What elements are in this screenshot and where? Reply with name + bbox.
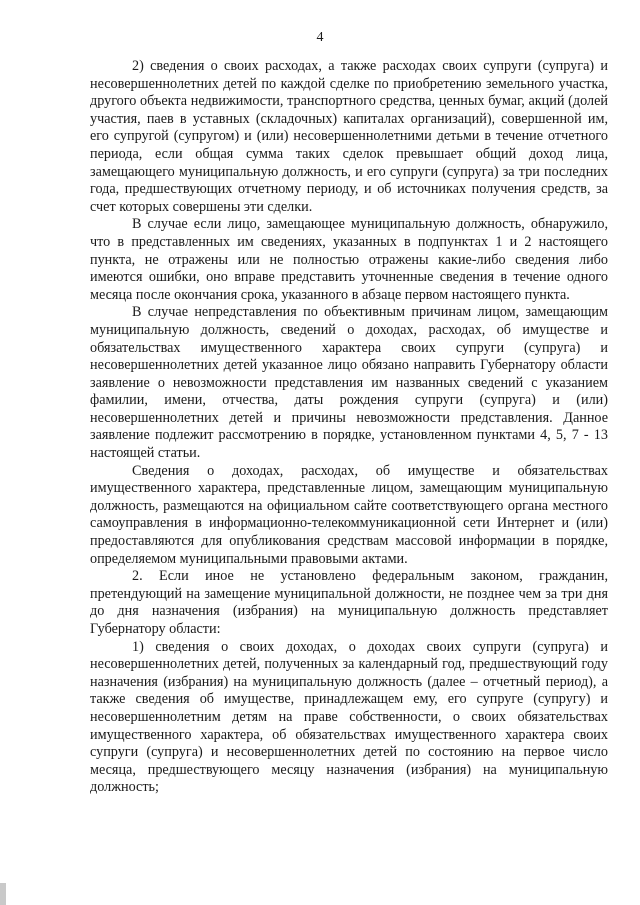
scan-edge-mark [0, 883, 6, 905]
paragraph-publication: Сведения о доходах, расходах, об имуществе и обязательствах имущественного характера, представленные лицом, замещающим муниципальную должность, размещаются на официальном сайте соответствующего органа местного самоуправления в информационно-телекоммуникационной сети Интернет и (или) предоставляются для опубликования средствам массовой информации в порядке, определяемом муниципальными правовыми актами. [90, 462, 608, 567]
paragraph-point-2: 2. Если иное не установлено федеральным законом, гражданин, претендующий на замещение муниципальной должности, не позднее чем за три дня до дня назначения (избрания) на муниципальную должность представляет Губернатору области: [90, 568, 608, 637]
page-number: 4 [316, 30, 324, 45]
paragraph-expenses-info: 2) сведения о своих расходах, а также расходах своих супруги (супруга) и несовершеннолетних детей по каждой сделке по приобретению земельного участка, другого объекта недвижимости, транспортного средства, ценных бумаг, акций (долей участия, паев в уставных (складочных) капиталах организаций), совершенной им, его супругой (супругом) и (или) несовершеннолетними детьми в течение отчетного периода, если общая сумма таких сделок превышает общий доход лица, замещающего муниципальную должность, и его супруги (супруга) за три последних года, предшествующих отчетному периоду, и об источниках получения средств, за счет которых совершены эти сделки. [90, 58, 608, 215]
paragraph-non-submission: В случае непредставления по объективным причинам лицом, замещающим муниципальную должность, сведений о доходах, расходах, об имуществе и обязательствах имущественного характера своих супруги (супруга) и несовершеннолетних детей указанное лицо обязано направить Губернатору области заявление о невозможности представления им названных сведений с указанием фамилии, имени, отчества, даты рождения супруги (супруга) и (или) несовершеннолетних детей и причины невозможности представления. Данное заявление подлежит рассмотрению в порядке, установленном пунктами 4, 5, 7 - 13 настоящей статьи. [90, 304, 608, 462]
document-body [90, 58, 608, 797]
paragraph-subpoint-1: 1) сведения о своих доходах, о доходах своих супруги (супруга) и несовершеннолетних детей, полученных за календарный год, предшествующий году назначения (избрания) на муниципальную должность (далее – отчетный период), а также сведения об имуществе, принадлежащем ему, его супруге (супругу) и несовершеннолетним детям на праве собственности, о своих обязательствах имущественного характера, об обязательствах имущественного характера своих супруги (супруга) и несовершеннолетних детей по состоянию на первое число месяца, предшествующего месяцу назначения (избрания) на муниципальную должность; [90, 638, 608, 796]
paragraph-corrected-info: В случае если лицо, замещающее муниципальную должность, обнаружило, что в представленных им сведениях, указанных в подпунктах 1 и 2 настоящего пункта, не отражены или не полностью отражены какие-либо сведения либо имеются ошибки, оно вправе представить уточненные сведения в течение одного месяца после окончания срока, указанного в абзаце первом настоящего пункта. [90, 216, 608, 303]
